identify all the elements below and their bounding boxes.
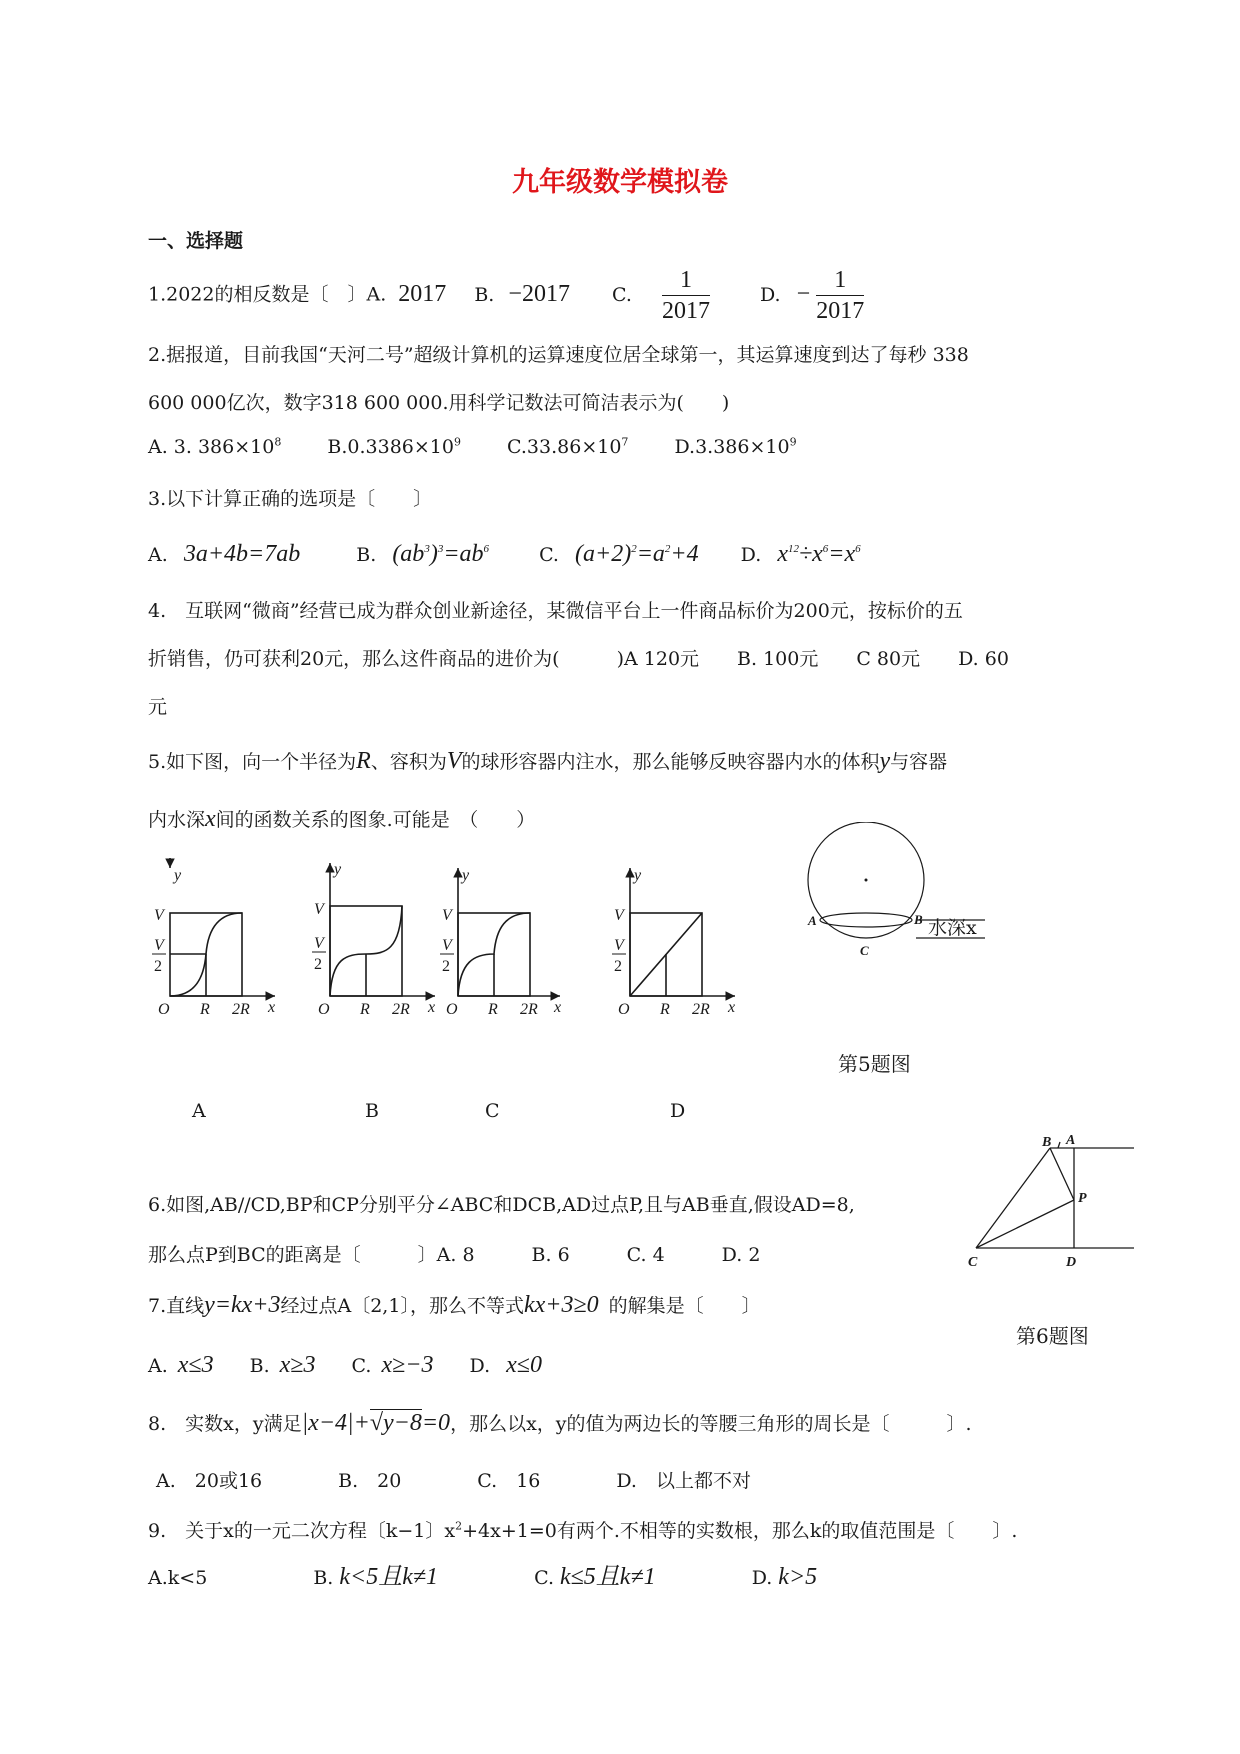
q7-stem: 7.直线y=kx+3经过点A〔2,1〕，那么不等式kx+3≥0 的解集是〔 〕 bbox=[148, 1292, 761, 1318]
q1-d-sign: − bbox=[796, 280, 811, 307]
segment-bp bbox=[1050, 1148, 1074, 1200]
question-1 bbox=[148, 265, 864, 326]
q1-c-numerator: 1 bbox=[662, 265, 710, 296]
graph-d bbox=[630, 868, 735, 996]
q1-option-a: 2017 bbox=[398, 280, 447, 307]
svg-text:y: y bbox=[634, 867, 642, 884]
q3-option-c: $(a+2)^2=a^2+4$ bbox=[575, 541, 699, 567]
q1-option-d-fraction bbox=[816, 265, 864, 326]
q3-option-c-label: C. bbox=[539, 544, 559, 566]
svg-text:O: O bbox=[318, 1001, 330, 1018]
svg-text:V: V bbox=[314, 901, 324, 918]
q6-figure bbox=[962, 1132, 1142, 1272]
svg-text:2R: 2R bbox=[392, 1001, 410, 1018]
svg-text:O: O bbox=[446, 1001, 458, 1018]
q3-option-a: 3a+4b=7ab bbox=[183, 541, 301, 567]
q1-option-c-label: C. bbox=[612, 283, 632, 306]
q1-option-b: −2017 bbox=[508, 280, 570, 307]
q2-line-2: 600 000亿次，数字318 600 000.用科学记数法可简洁表示为( ) bbox=[148, 392, 730, 414]
svg-text:2R: 2R bbox=[232, 1001, 250, 1018]
q7-options: A. x≤3 B. x≥3 C. x≥−3 D. x≤0 bbox=[148, 1352, 542, 1378]
svg-text:水深x: 水深x bbox=[928, 917, 977, 939]
q5-line-1: 5.如下图，向一个半径为R、容积为V的球形容器内注水，那么能够反映容器内水的体积y与容器 bbox=[148, 748, 948, 774]
svg-text:2R: 2R bbox=[692, 1001, 710, 1018]
q1-option-d-label: D. bbox=[760, 283, 781, 306]
q1-d-numerator: 1 bbox=[816, 265, 864, 296]
graph-b bbox=[330, 863, 435, 996]
q2-option-c: $C.33.86\times 10^7$ bbox=[507, 436, 629, 459]
q2-options bbox=[148, 436, 797, 458]
q5-line-2: 内水深x间的函数关系的图象.可能是 （ ） bbox=[148, 806, 536, 832]
q3-stem: 3.以下计算正确的选项是〔 〕 bbox=[148, 488, 433, 510]
svg-text:2: 2 bbox=[154, 958, 162, 975]
section-heading: 一、选择题 bbox=[148, 230, 244, 252]
q6-line-2: 那么点P到BC的距离是〔 〕A. 8 B. 6 C. 4 D. 2 bbox=[148, 1244, 761, 1266]
svg-text:C: C bbox=[860, 943, 869, 958]
svg-text:V: V bbox=[442, 907, 452, 924]
svg-text:R: R bbox=[200, 1001, 210, 1018]
svg-text:V: V bbox=[442, 937, 452, 954]
q3-options bbox=[148, 532, 861, 572]
sqrt-radicand: √y−8 bbox=[369, 1410, 422, 1436]
q4-line-2: 折销售，仍可获利20元，那么这件商品的进价为( )A 120元 B. 100元 C 80元 D. 60 bbox=[148, 648, 1009, 670]
svg-text:C: C bbox=[968, 1255, 978, 1270]
q5-graph-label-a: A bbox=[192, 1100, 206, 1122]
q4-line-3: 元 bbox=[148, 696, 168, 718]
svg-text:V: V bbox=[154, 937, 164, 954]
q3-option-d-label: D. bbox=[740, 544, 762, 566]
svg-text:O: O bbox=[618, 1001, 630, 1018]
svg-text:x: x bbox=[428, 999, 436, 1016]
svg-text:V: V bbox=[314, 935, 324, 952]
svg-text:R: R bbox=[488, 1001, 498, 1018]
q1-c-denominator: 2017 bbox=[661, 298, 710, 324]
q6-line-1: 6.如图,AB//CD,BP和CP分别平分∠ABC和DCB,AD过点P,且与AB垂直,假设AD=8, bbox=[148, 1194, 855, 1216]
water-surface bbox=[820, 913, 912, 927]
svg-text:V: V bbox=[614, 907, 624, 924]
q5-sphere-figure bbox=[800, 822, 1000, 962]
q3-option-b: $(ab^3)^3=ab^6$ bbox=[392, 541, 490, 567]
q1-option-b-label: B. bbox=[474, 283, 495, 306]
svg-text:x: x bbox=[268, 999, 276, 1016]
q5-graph-label-d: D bbox=[670, 1100, 686, 1122]
q5-graph-label-c: C bbox=[485, 1100, 500, 1122]
q4-line-1: 4. 互联网“微商”经营已成为群众创业新途径，某微信平台上一件商品标价为200元，按标价的五 bbox=[148, 600, 963, 622]
segment-bc bbox=[976, 1148, 1050, 1248]
svg-text:A: A bbox=[1066, 1133, 1076, 1148]
svg-text:V: V bbox=[154, 907, 164, 924]
svg-text:D: D bbox=[1066, 1255, 1077, 1270]
q1-option-c-fraction bbox=[662, 265, 710, 326]
q8-stem: 8. 实数x，y满足|x−4|+√y−8=0，那么以x，y的值为两边长的等腰三角形的周长是〔 〕. bbox=[148, 1410, 972, 1436]
q5-graphs bbox=[140, 858, 760, 1018]
q2-line-1: 2.据报道，目前我国“天河二号”超级计算机的运算速度位居全球第一，其运算速度到达了每秒 338 bbox=[148, 344, 969, 366]
q3-option-d: $x^{12}\div x^6=x^6$ bbox=[777, 541, 861, 567]
q5-figure-caption: 第5题图 bbox=[838, 1052, 911, 1076]
svg-text:B: B bbox=[1042, 1135, 1052, 1150]
svg-text:y: y bbox=[174, 867, 182, 884]
svg-text:A: A bbox=[808, 913, 817, 928]
page-title: 九年级数学模拟卷 bbox=[512, 167, 728, 198]
svg-text:R: R bbox=[360, 1001, 370, 1018]
svg-text:2: 2 bbox=[314, 956, 322, 973]
svg-text:R: R bbox=[660, 1001, 670, 1018]
svg-text:x: x bbox=[554, 999, 562, 1016]
q2-option-b: $B.0.3386\times 10^9$ bbox=[327, 436, 461, 459]
svg-text:O: O bbox=[158, 1001, 170, 1018]
graph-a bbox=[170, 858, 275, 996]
q3-option-b-label: B. bbox=[356, 544, 377, 566]
q5-graph-label-b: B bbox=[365, 1100, 379, 1122]
q2-option-d: $D.3.386\times 10^9$ bbox=[674, 436, 797, 459]
svg-text:V: V bbox=[614, 937, 624, 954]
svg-text:x: x bbox=[728, 999, 736, 1016]
q6-figure-caption: 第6题图 bbox=[1016, 1324, 1089, 1348]
q9-options: A.k<5 B. k<5且k≠1 C. k≤5且k≠1 D. k>5 bbox=[148, 1564, 818, 1590]
q2-option-a: A. 3. $386\times 10^8$ bbox=[148, 436, 282, 459]
svg-text:P: P bbox=[1078, 1191, 1087, 1206]
graph-c bbox=[458, 868, 560, 996]
q1-stem: 1.2022的相反数是〔 〕A. bbox=[148, 283, 387, 306]
svg-text:y: y bbox=[334, 861, 342, 878]
q3-option-a-label: A. bbox=[148, 544, 168, 566]
svg-text:B: B bbox=[914, 912, 923, 927]
q8-options: A. 20或16 B. 20 C. 16 D. 以上都不对 bbox=[156, 1470, 751, 1492]
svg-text:y: y bbox=[462, 867, 470, 884]
segment-cp bbox=[976, 1200, 1074, 1248]
svg-text:2: 2 bbox=[442, 958, 450, 975]
q9-stem: 9. 关于x的一元二次方程〔k−1〕$x^2+4x+1=0$有两个.不相等的实数根，那么k的取值范围是〔 〕. bbox=[148, 1519, 1018, 1542]
svg-text:2R: 2R bbox=[520, 1001, 538, 1018]
q1-d-denominator: 2017 bbox=[816, 298, 865, 324]
svg-text:2: 2 bbox=[614, 958, 622, 975]
